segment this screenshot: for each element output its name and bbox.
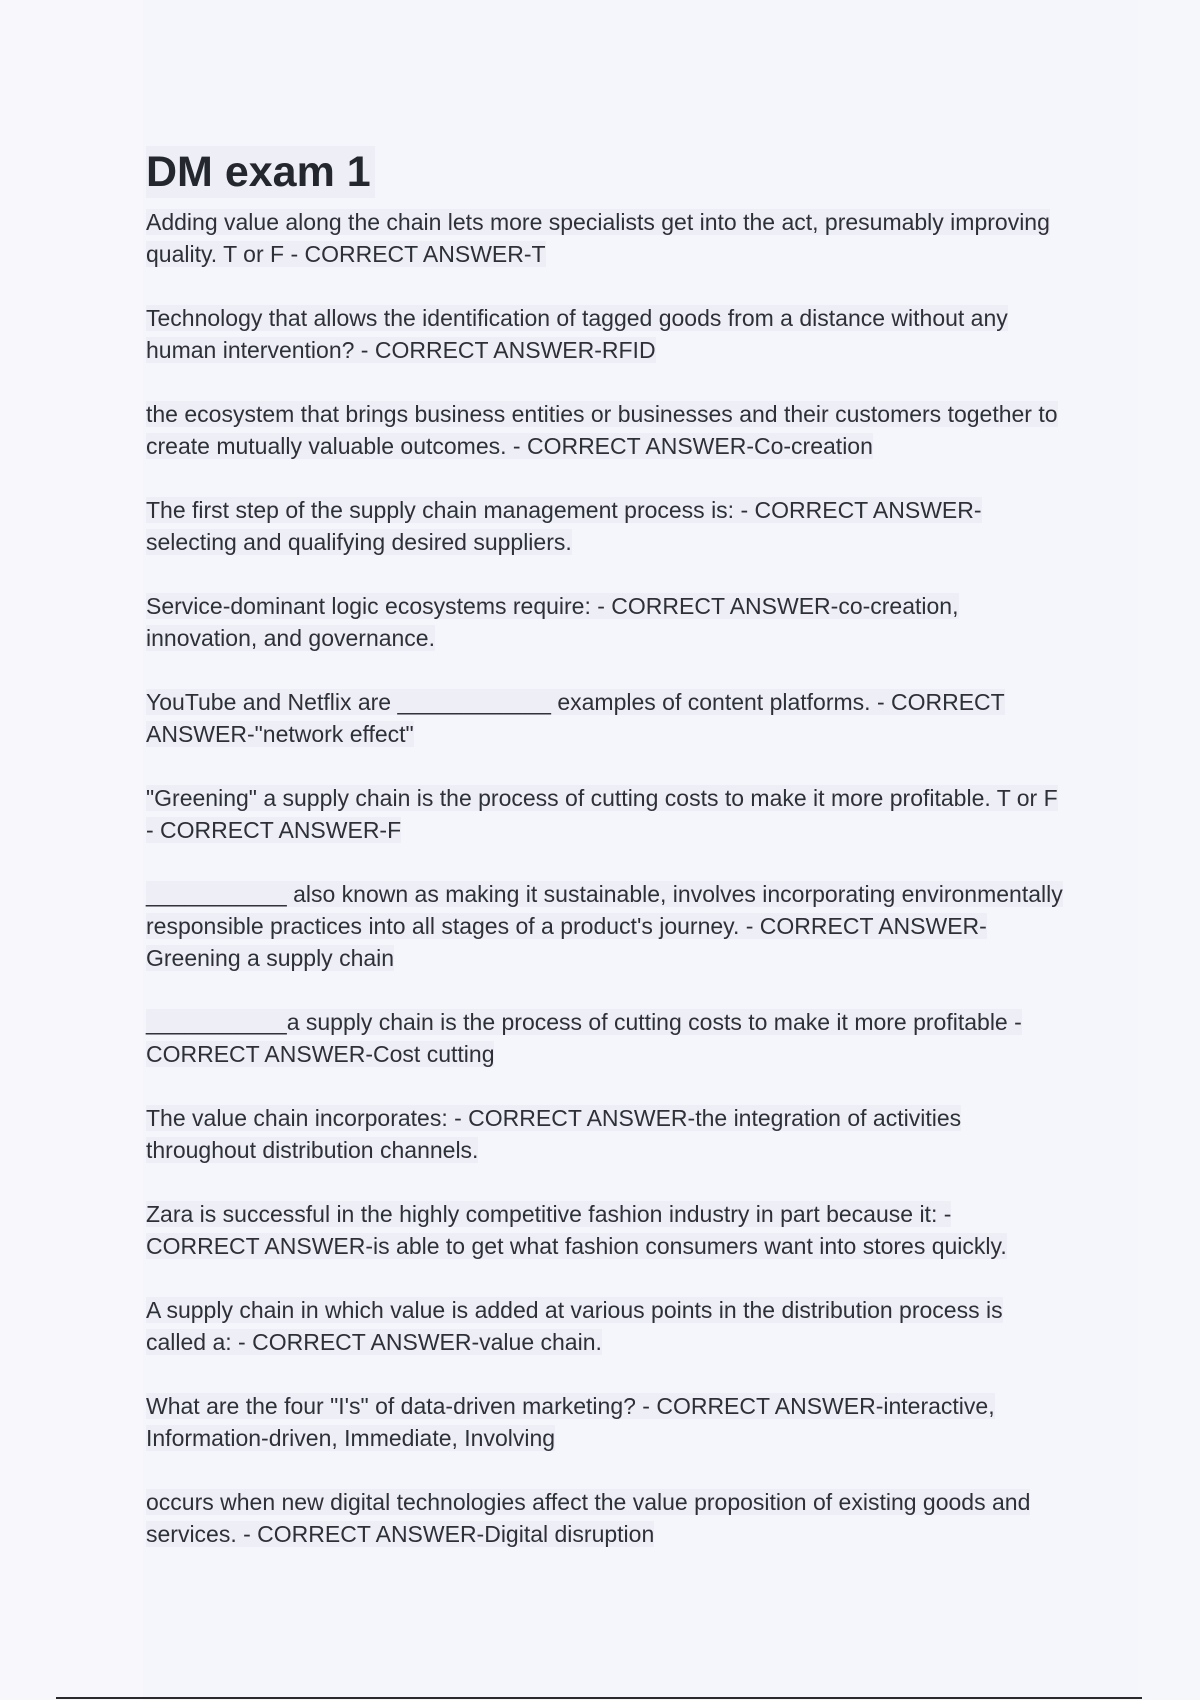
qa-item (146, 1198, 1066, 1262)
qa-item-text: Technology that allows the identification of tagged goods from a distance without any human intervention? - CORRECT ANSWER-RFID (146, 305, 1008, 363)
qa-item (146, 494, 1066, 558)
document-content (146, 146, 1066, 1582)
qa-item-text: The first step of the supply chain management process is: - CORRECT ANSWER-selecting and qualifying desired suppliers. (146, 497, 982, 555)
qa-item-text: the ecosystem that brings business entities or businesses and their customers together to create mutually valuable outcomes. - CORRECT ANSWER-Co-creation (146, 401, 1058, 459)
page-margin-left (0, 0, 143, 1700)
qa-item (146, 398, 1066, 462)
qa-item-text: The value chain incorporates: - CORRECT ANSWER-the integration of activities throughout distribution channels. (146, 1105, 962, 1163)
document-title: DM exam 1 (146, 146, 375, 198)
qa-item-text: ___________ also known as making it sustainable, involves incorporating environmentally responsible practices into all stages of a product's journey. - CORRECT ANSWER-Greening a supply chain (146, 881, 1063, 971)
qa-item (146, 1390, 1066, 1454)
question-answer-list (146, 206, 1066, 1550)
qa-item (146, 1006, 1066, 1070)
qa-item-text: Adding value along the chain lets more specialists get into the act, presumably improving quality. T or F - CORRECT ANSWER-T (146, 209, 1050, 267)
qa-item (146, 1294, 1066, 1358)
qa-item-text: "Greening" a supply chain is the process of cutting costs to make it more profitable. T or F - CORRECT ANSWER-F (146, 785, 1058, 843)
qa-item (146, 590, 1066, 654)
qa-item (146, 878, 1066, 974)
qa-item (146, 206, 1066, 270)
qa-item (146, 302, 1066, 366)
qa-item-text: A supply chain in which value is added at various points in the distribution process is called a: - CORRECT ANSWER-value chain. (146, 1297, 1003, 1355)
qa-item-text: What are the four "I's" of data-driven marketing? - CORRECT ANSWER-interactive, Information-driven, Immediate, Involving (146, 1393, 995, 1451)
qa-item-text: Service-dominant logic ecosystems require: - CORRECT ANSWER-co-creation, innovation, and governance. (146, 593, 959, 651)
qa-item (146, 782, 1066, 846)
page-bottom-rule (56, 1697, 1142, 1699)
qa-item-text: YouTube and Netflix are ____________ examples of content platforms. - CORRECT ANSWER-"network effect" (146, 689, 1005, 747)
qa-item-text: Zara is successful in the highly competitive fashion industry in part because it: - CORRECT ANSWER-is able to get what fashion consumers want into stores quickly. (146, 1201, 1007, 1259)
page-margin-right (1138, 0, 1200, 1700)
qa-item-text: occurs when new digital technologies affect the value proposition of existing goods and services. - CORRECT ANSWER-Digital disruption (146, 1489, 1031, 1547)
qa-item-text: ___________a supply chain is the process of cutting costs to make it more profitable - CORRECT ANSWER-Cost cutting (146, 1009, 1022, 1067)
qa-item (146, 1486, 1066, 1550)
qa-item (146, 1102, 1066, 1166)
qa-item (146, 686, 1066, 750)
